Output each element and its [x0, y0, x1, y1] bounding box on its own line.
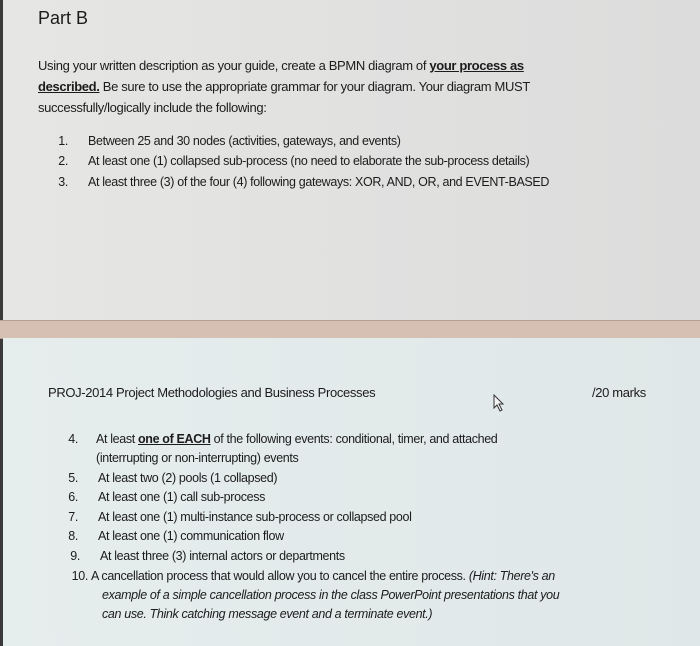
list-text: At least three (3) of the four (4) following gateways: XOR, AND, OR, and EVENT-BASED: [88, 175, 550, 189]
list-number: 6.: [68, 490, 78, 504]
list-number: 8.: [68, 529, 78, 543]
list-number: 10.: [71, 569, 88, 583]
list-text: At least two (2) pools (1 collapsed): [98, 471, 278, 485]
hint-continuation: [102, 607, 432, 625]
course-header: PROJ-2014 Project Methodologies and Business Processes: [48, 385, 376, 400]
mouse-cursor-icon: [493, 394, 505, 412]
intro-emphasis: described.: [38, 79, 100, 94]
list-number: 7.: [68, 510, 78, 524]
hint-text: example of a simple cancellation process in the class PowerPoint presentations that you: [102, 588, 560, 602]
intro-line-2: [38, 79, 530, 94]
section-title: Part B: [38, 8, 89, 28]
list-number: 4.: [68, 432, 78, 446]
list-text: At least one (1) call sub-process: [98, 490, 266, 504]
list-text: A cancellation process that would allow you to cancel the entire process.: [91, 569, 469, 583]
intro-line-3: successfully/logically include the following:: [38, 100, 267, 115]
list-number: 5.: [68, 471, 78, 485]
list-text: At least one (1) multi-instance sub-process or collapsed pool: [98, 510, 412, 524]
list-number: 9.: [70, 549, 80, 563]
list-number: 1.: [58, 134, 68, 148]
list-number: 2.: [58, 154, 68, 168]
intro-line-1: [38, 58, 524, 73]
list-emphasis: one of EACH: [138, 432, 211, 446]
list-text: At least three (3) internal actors or departments: [100, 549, 345, 563]
list-text: Between 25 and 30 nodes (activities, gateways, and events): [88, 134, 401, 148]
hint-text: (Hint: There's an: [468, 569, 555, 583]
marks-label: /20 marks: [592, 385, 646, 400]
intro-text: Using your written description as your guide, create a BPMN diagram of: [38, 58, 430, 73]
intro-emphasis: your process as: [429, 58, 524, 73]
intro-text: Be sure to use the appropriate grammar for your diagram. Your diagram MUST: [99, 79, 530, 94]
list-text: At least one (1) communication flow: [98, 529, 284, 543]
list-text: At least one (1) collapsed sub-process (no need to elaborate the sub-process details): [88, 154, 530, 168]
list-text: of the following events: conditional, timer, and attached: [210, 432, 498, 446]
list-text: At least: [96, 432, 139, 446]
page-divider: [0, 320, 700, 339]
list-item-continuation: (interrupting or non-interrupting) events: [96, 451, 299, 465]
hint-text: can use. Think catching message event and a terminate event.): [102, 607, 433, 621]
hint-continuation: [102, 588, 559, 606]
list-number: 3.: [58, 175, 68, 189]
